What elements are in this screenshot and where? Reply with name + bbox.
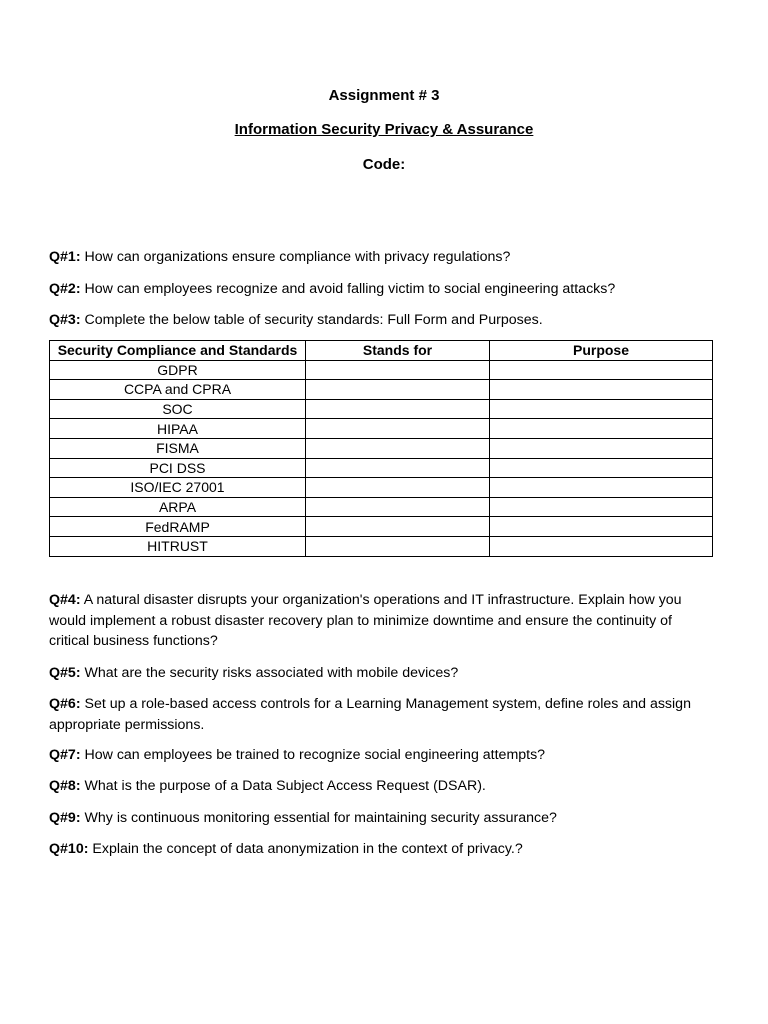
standard-cell: PCI DSS bbox=[50, 458, 306, 478]
question-text: What is the purpose of a Data Subject Access Request (DSAR). bbox=[84, 778, 486, 794]
stands-for-cell bbox=[306, 536, 490, 556]
purpose-cell bbox=[490, 497, 713, 517]
standard-cell: FedRAMP bbox=[50, 517, 306, 537]
question-text: How can employees be trained to recognize social engineering attempts? bbox=[84, 747, 546, 763]
purpose-cell bbox=[490, 380, 713, 400]
question-10 bbox=[49, 839, 714, 860]
course-title: Information Security Privacy & Assurance bbox=[234, 121, 534, 138]
standard-cell: FISMA bbox=[50, 438, 306, 458]
stands-for-cell bbox=[306, 419, 490, 439]
question-6 bbox=[49, 694, 714, 735]
stands-for-cell bbox=[306, 380, 490, 400]
table-header-row bbox=[50, 341, 713, 361]
column-header-purpose: Purpose bbox=[490, 341, 713, 361]
question-1 bbox=[49, 247, 714, 268]
question-text: Complete the below table of security standards: Full Form and Purposes. bbox=[84, 312, 543, 328]
table-row bbox=[50, 399, 713, 419]
purpose-cell bbox=[490, 399, 713, 419]
table-row bbox=[50, 458, 713, 478]
question-text: How can employees recognize and avoid falling victim to social engineering attacks? bbox=[84, 281, 616, 297]
stands-for-cell bbox=[306, 399, 490, 419]
standards-table bbox=[49, 340, 713, 557]
purpose-cell bbox=[490, 419, 713, 439]
question-text: Set up a role-based access controls for a Learning Management system, define roles and assign appropriate permissions. bbox=[49, 696, 691, 733]
question-number: Q#3: bbox=[49, 312, 81, 328]
question-text: Explain the concept of data anonymization in the context of privacy.? bbox=[92, 841, 523, 857]
table-row bbox=[50, 438, 713, 458]
stands-for-cell bbox=[306, 478, 490, 498]
table-row bbox=[50, 419, 713, 439]
question-text: What are the security risks associated with mobile devices? bbox=[84, 665, 459, 681]
standard-cell: HIPAA bbox=[50, 419, 306, 439]
question-4 bbox=[49, 590, 714, 652]
table-row bbox=[50, 517, 713, 537]
standard-cell: CCPA and CPRA bbox=[50, 380, 306, 400]
question-2 bbox=[49, 279, 714, 300]
purpose-cell bbox=[490, 536, 713, 556]
table-row bbox=[50, 380, 713, 400]
table-row bbox=[50, 536, 713, 556]
question-8 bbox=[49, 776, 714, 797]
standard-cell: GDPR bbox=[50, 360, 306, 380]
stands-for-cell bbox=[306, 517, 490, 537]
table-row bbox=[50, 497, 713, 517]
question-number: Q#2: bbox=[49, 281, 81, 297]
table-row bbox=[50, 360, 713, 380]
question-number: Q#6: bbox=[49, 696, 81, 712]
standard-cell: SOC bbox=[50, 399, 306, 419]
stands-for-cell bbox=[306, 497, 490, 517]
purpose-cell bbox=[490, 360, 713, 380]
stands-for-cell bbox=[306, 438, 490, 458]
purpose-cell bbox=[490, 517, 713, 537]
stands-for-cell bbox=[306, 458, 490, 478]
question-9 bbox=[49, 808, 714, 829]
purpose-cell bbox=[490, 478, 713, 498]
column-header-stands-for: Stands for bbox=[306, 341, 490, 361]
standard-cell: ISO/IEC 27001 bbox=[50, 478, 306, 498]
assignment-title: Assignment # 3 bbox=[328, 87, 440, 104]
question-7 bbox=[49, 745, 714, 766]
question-number: Q#9: bbox=[49, 810, 81, 826]
stands-for-cell bbox=[306, 360, 490, 380]
question-number: Q#10: bbox=[49, 841, 89, 857]
question-number: Q#5: bbox=[49, 665, 81, 681]
standard-cell: HITRUST bbox=[50, 536, 306, 556]
column-header-standard: Security Compliance and Standards bbox=[50, 341, 306, 361]
question-3 bbox=[49, 310, 714, 331]
question-number: Q#1: bbox=[49, 249, 81, 265]
standard-cell: ARPA bbox=[50, 497, 306, 517]
purpose-cell bbox=[490, 458, 713, 478]
question-5 bbox=[49, 663, 714, 684]
question-text: How can organizations ensure compliance with privacy regulations? bbox=[84, 249, 511, 265]
question-text: Why is continuous monitoring essential for maintaining security assurance? bbox=[84, 810, 557, 826]
question-number: Q#8: bbox=[49, 778, 81, 794]
question-number: Q#4: bbox=[49, 592, 81, 608]
question-text: A natural disaster disrupts your organization's operations and IT infrastructure. Explain how you would implement a robust disaster recovery plan to minimize downtime and ensure the continuity of critical business functions? bbox=[49, 592, 682, 649]
code-label: Code: bbox=[362, 156, 406, 173]
question-number: Q#7: bbox=[49, 747, 81, 763]
purpose-cell bbox=[490, 438, 713, 458]
table-row bbox=[50, 478, 713, 498]
